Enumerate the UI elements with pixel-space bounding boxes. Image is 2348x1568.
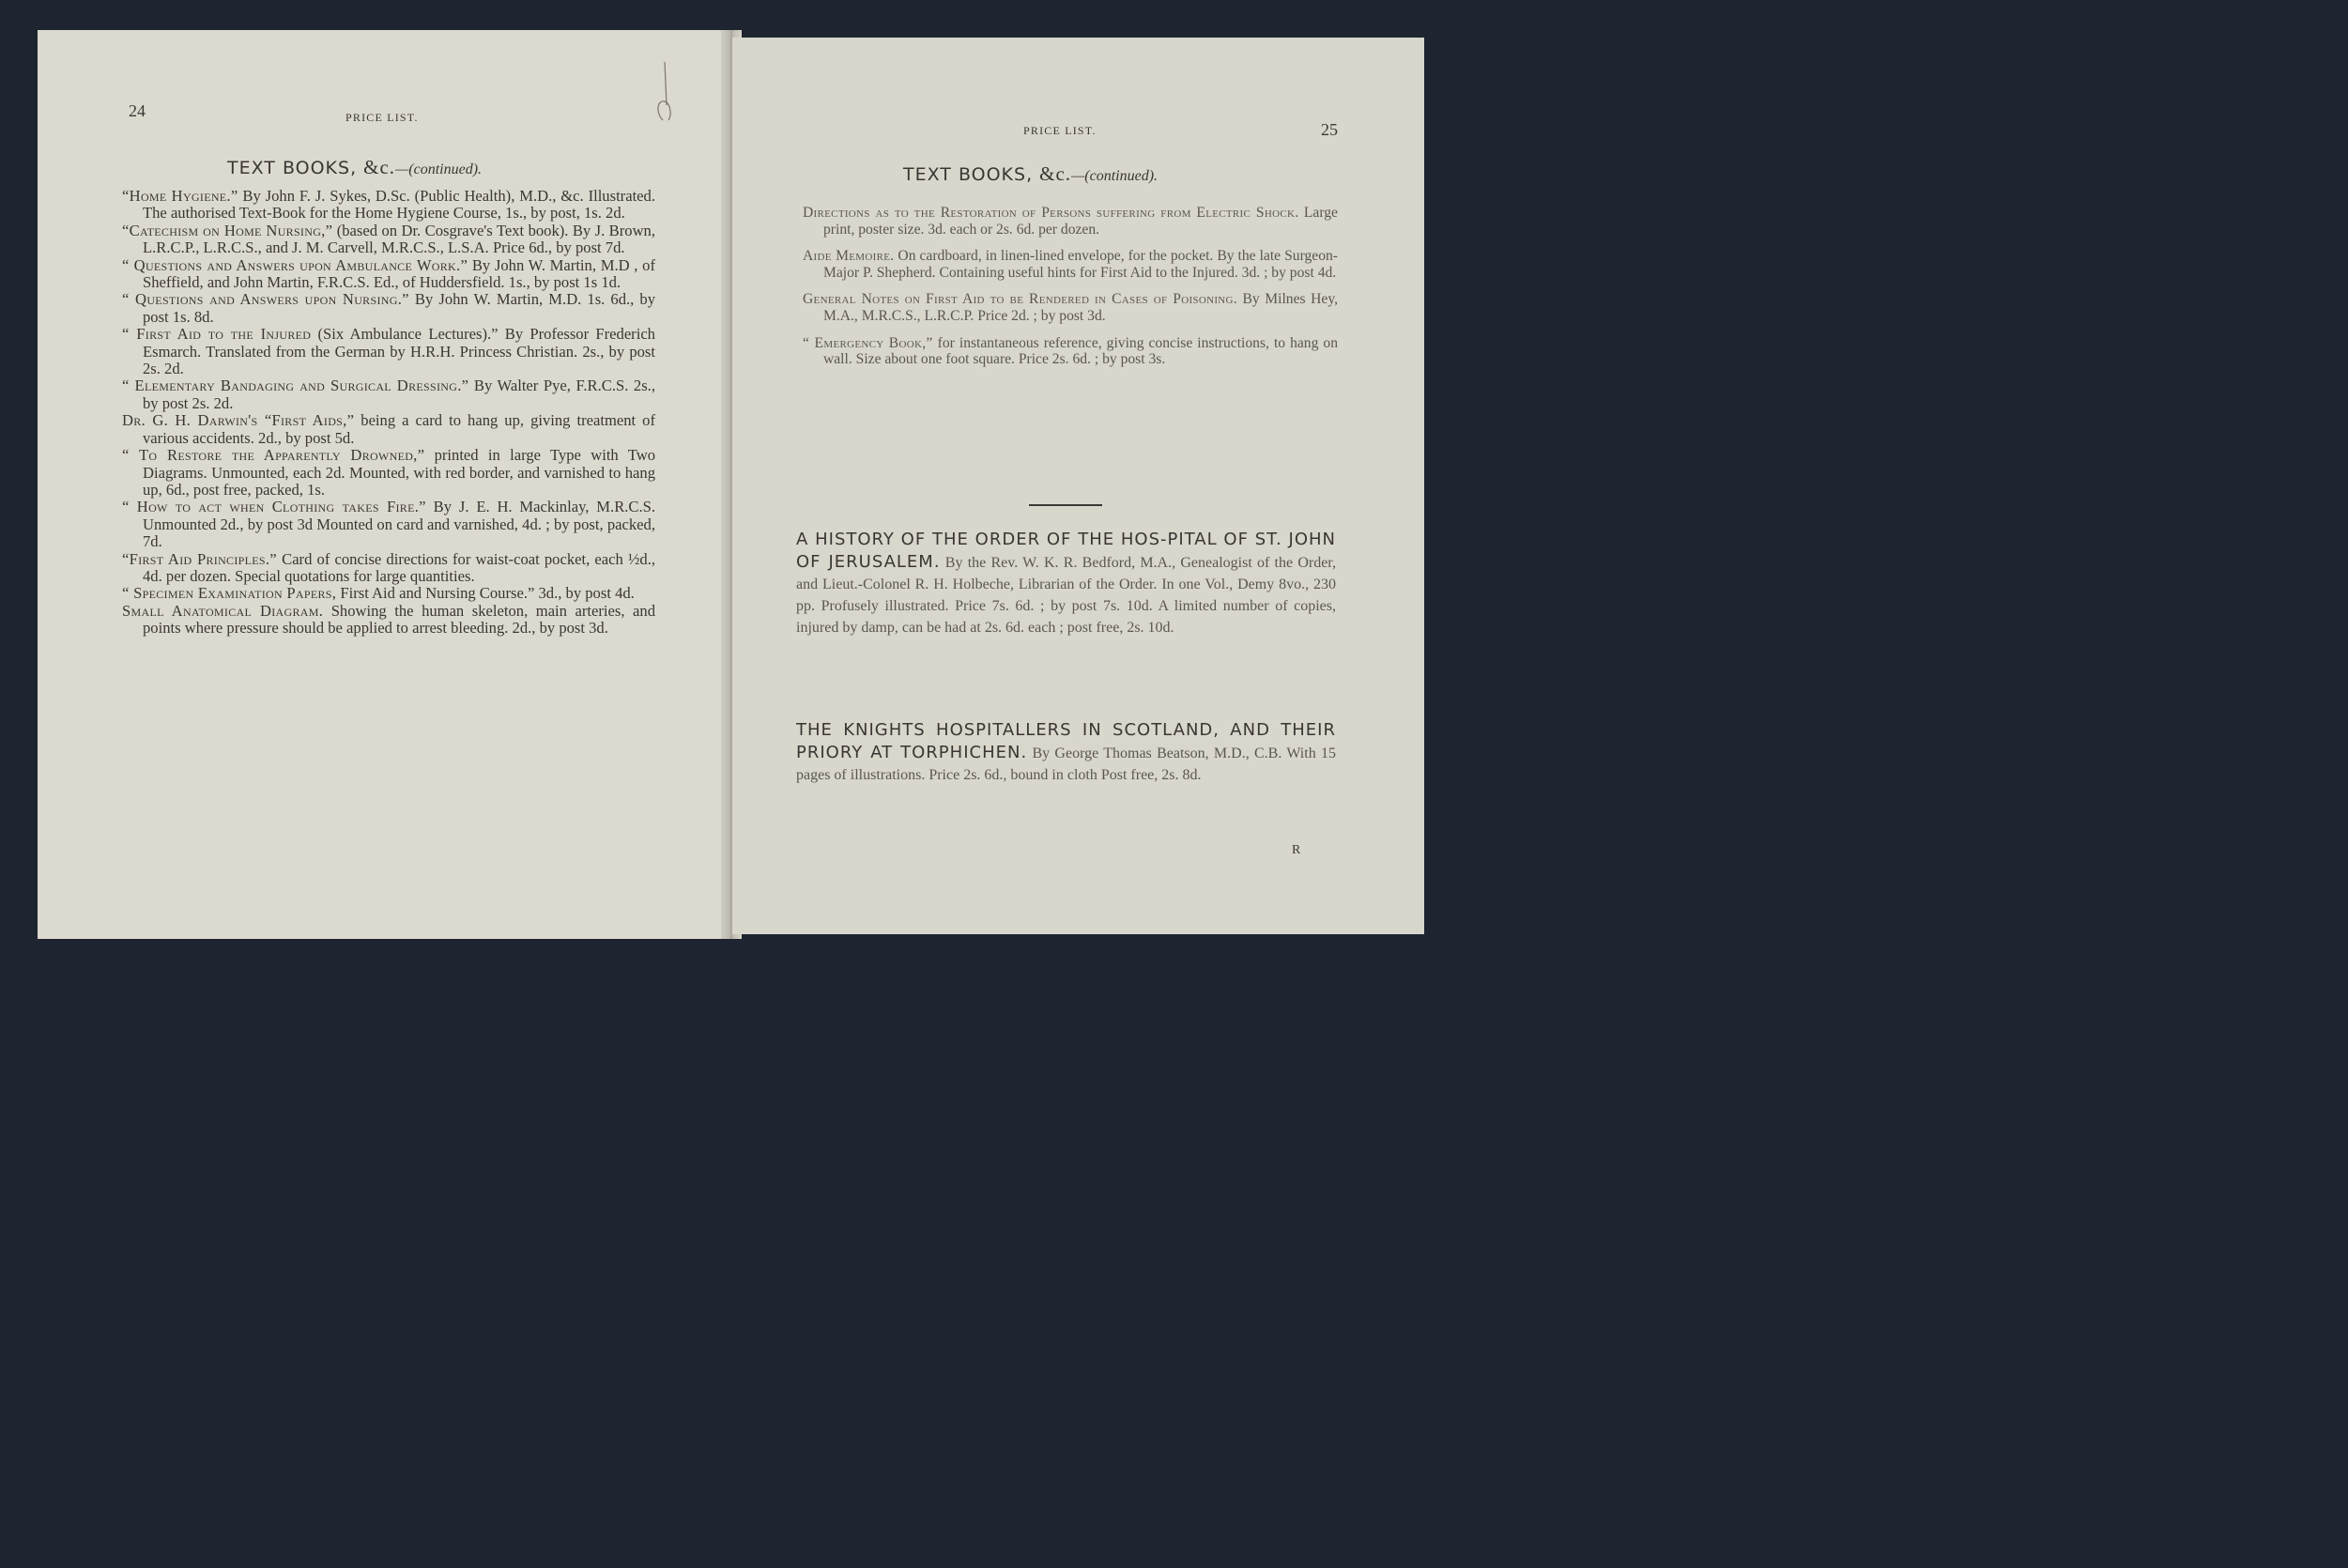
price-list-entry	[803, 335, 1338, 368]
entry-description: (Six Ambulance Lectures).” By Professor Frederich Esmarch. Translated from the German by H.R.H. Princess Christian. 2s., by post 2s. 2d.	[143, 325, 655, 378]
entry-description: By John W. Martin, M.D. 1s. 6d., by post 1s. 8d.	[143, 290, 656, 326]
price-list-entry	[122, 585, 655, 602]
running-head: PRICE LIST.	[345, 111, 419, 124]
signature-mark: R	[1292, 843, 1301, 857]
knights-body: By George Thomas Beatson, M.D., C.B. With 15 pages of illustrations. Price 2s. 6d., bound in cloth Post free, 2s. 8d.	[796, 746, 1336, 783]
price-list-entry	[122, 257, 655, 292]
section-title	[903, 162, 1158, 186]
price-list-entry	[122, 377, 655, 412]
section-title-continued: —(continued).	[1071, 168, 1159, 184]
price-list-entry	[122, 291, 655, 326]
entry-title: Small Anatomical Diagram.	[122, 601, 324, 620]
page-number: 25	[1321, 120, 1338, 139]
entry-title: “ First Aid to the Injured	[122, 325, 312, 344]
entry-title: “ Elementary Bandaging and Surgical Dressing.”	[122, 377, 469, 395]
entry-title: Dr. G. H. Darwin's “First Aids,”	[122, 411, 355, 430]
entry-title: General Notes on First Aid to be Rendered in Cases of Poisoning.	[803, 291, 1237, 308]
price-list-entry	[122, 326, 655, 377]
catalogue-entries	[803, 205, 1338, 378]
section-title-continued: —(continued).	[395, 161, 483, 177]
section-title-amp: &c.	[1039, 162, 1072, 185]
price-list-entry	[803, 291, 1338, 324]
price-list-entry	[122, 447, 655, 499]
entry-description: On cardboard, in linen-lined envelope, for the pocket. By the late Surgeon-Major P. Shepherd. Containing useful hints for First Aid to the Injured. 3d. ; by post 4d.	[823, 248, 1338, 281]
right-page	[732, 38, 1424, 934]
history-heading: A HISTORY OF THE ORDER OF THE HOS-PITAL OF ST. JOHN OF JERUSALEM.	[796, 530, 1336, 572]
knights-heading: THE KNIGHTS HOSPITALLERS IN SCOTLAND, AND THEIR PRIORY AT TORPHICHEN.	[796, 720, 1336, 762]
section-title-main: TEXT BOOKS,	[227, 158, 358, 178]
entry-description: being a card to hang up, giving treatment of various accidents. 2d., by post 5d.	[143, 411, 655, 447]
entry-title: “ Questions and Answers upon Nursing.”	[122, 290, 409, 309]
entry-description: By John W. Martin, M.D , of Sheffield, and John Martin, F.R.C.S. Ed., of Huddersfield. 1s., by post 1s 1d.	[143, 255, 655, 292]
entry-description: By John F. J. Sykes, D.Sc. (Public Health), M.D., &c. Illustrated. The authorised Text-Book for the Home Hygiene Course, 1s., by post, 1s. 2d.	[143, 187, 655, 223]
running-head: PRICE LIST.	[1023, 124, 1097, 137]
entry-title: “First Aid Principles.”	[122, 549, 277, 568]
entry-description: By J. E. H. Mackinlay, M.R.C.S. Unmounted 2d., by post 3d Mounted on card and varnished, 4d. ; by post, packed, 7d.	[143, 498, 655, 551]
entry-title: “ How to act when Clothing takes Fire.”	[122, 498, 426, 516]
price-list-entry	[122, 223, 655, 257]
price-list-entry	[122, 603, 655, 638]
entry-description: Showing the human skeleton, main arteries, and points where pressure should be applied to arrest bleeding. 2d., by post 3d.	[143, 601, 655, 638]
price-list-entry	[122, 188, 655, 223]
section-title-main: TEXT BOOKS,	[903, 164, 1034, 185]
price-list-entry	[122, 551, 655, 586]
pencil-mark-icon	[646, 58, 683, 124]
knights-entry	[796, 719, 1336, 786]
history-entry	[796, 529, 1336, 638]
entry-title: Aide Memoire.	[803, 248, 895, 265]
entry-description: Card of concise directions for waist-coat pocket, each ½d., 4d. per dozen. Special quotations for large quantities.	[143, 549, 655, 585]
entry-description: (based on Dr. Cosgrave's Text book). By J. Brown, L.R.C.P., L.R.C.S., and J. M. Carvell, M.R.C.S., L.S.A. Price 6d., by post 7d.	[143, 221, 656, 257]
page-number: 24	[129, 101, 146, 120]
entry-title: “Home Hygiene.”	[122, 187, 238, 205]
entry-description: printed in large Type with Two Diagrams. Unmounted, each 2d. Mounted, with red border, and varnished to hang up, 6d., post free, packed, 1s.	[143, 446, 655, 499]
entry-title: Directions as to the Restoration of Persons suffering from Electric Shock.	[803, 205, 1299, 221]
history-body: By the Rev. W. K. R. Bedford, M.A., Genealogist of the Order, and Lieut.-Colonel R. H. Holbeche, Librarian of the Order. In one Vol., Demy 8vo., 230 pp. Profusely illustrated. Price 7s. 6d. ; by post 7s. 10d. A limited number of copies, injured by damp, can be had at 2s. 6d. each ; post free, 2s. 10d.	[796, 555, 1336, 636]
entry-description: By Milnes Hey, M.A., M.R.C.S., L.R.C.P. Price 2d. ; by post 3d.	[823, 291, 1339, 324]
entry-title: “ Specimen Examination Papers,	[122, 584, 337, 603]
entry-title: “Catechism on Home Nursing,”	[122, 221, 333, 239]
divider-rule	[1029, 504, 1102, 506]
catalogue-entries	[122, 188, 655, 638]
entry-title: “ To Restore the Apparently Drowned,”	[122, 446, 425, 465]
price-list-entry	[803, 205, 1338, 238]
entry-title: “ Questions and Answers upon Ambulance Work.”	[122, 255, 468, 274]
price-list-entry	[122, 499, 655, 550]
left-page	[38, 30, 732, 939]
price-list-entry	[122, 412, 655, 447]
entry-description: By Walter Pye, F.R.C.S. 2s., by post 2s. 2d.	[143, 377, 655, 412]
entry-title: “ Emergency Book,”	[803, 334, 933, 351]
section-title	[227, 156, 482, 179]
section-title-amp: &c.	[363, 156, 396, 178]
entry-description: Large print, poster size. 3d. each or 2s. 6d. per dozen.	[823, 205, 1338, 238]
entry-description: for instantaneous reference, giving concise instructions, to hang on wall. Size about one foot square. Price 2s. 6d. ; by post 3s.	[823, 334, 1339, 368]
price-list-entry	[803, 248, 1338, 281]
entry-description: First Aid and Nursing Course.” 3d., by post 4d.	[336, 584, 635, 603]
